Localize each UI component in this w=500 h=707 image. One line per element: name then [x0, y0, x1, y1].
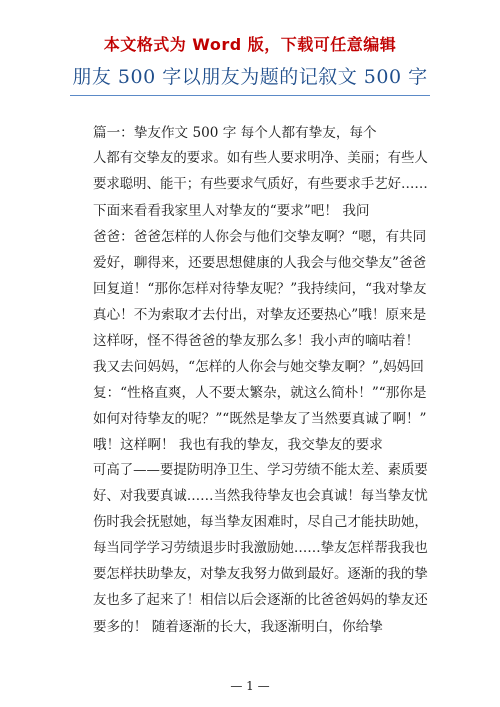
body-line: 真心！不为索取才去付出，对挚友还要热心”哦！原来是: [93, 307, 427, 323]
body-line: 要多的！ 随着逐渐的长大，我逐渐明白，你给挚: [93, 619, 383, 635]
body-line: 下面来看看我家里人对挚友的“要求”吧！ 我问: [93, 203, 370, 219]
body-line: 爱好，聊得来，还要思想健康的人我会与他交挚友”爸爸: [93, 255, 427, 271]
body-line: 如何对待挚友的呢？”“既然是挚友了当然要真诚了啊！”: [93, 411, 427, 427]
body-line: 可高了——要提防明净卫生、学习劳绩不能太差、素质要: [93, 463, 428, 478]
document-title: 朋友 500 字以朋友为题的记叙文 500 字: [72, 66, 428, 88]
body-line: 友也多了起来了！相信以后会逐渐的比爸爸妈妈的挚友还: [93, 593, 428, 608]
body-line: 回复道！“那你怎样对待挚友呢？”我持续问，“我对挚友: [93, 281, 427, 297]
body-line: 复：“性格直爽，人不要太繁杂，就这么简朴！”“那你是: [93, 385, 427, 401]
body-line: 我又去问妈妈，“怎样的人你会与她交挚友啊？”,妈妈回: [93, 359, 424, 375]
page-number: — 1 —: [230, 679, 270, 693]
body-line: 人都有交挚友的要求。如有些人要求明净、美丽；有些人: [93, 151, 428, 166]
title-underline: [70, 95, 430, 96]
body-line: 篇一：挚友作文 500 字 每个人都有挚友，每个: [93, 125, 377, 141]
body-line: 每当同学学习劳绩退步时我激励她……挚友怎样帮我我也: [93, 541, 428, 556]
document-body: [0, 124, 500, 654]
body-line: 要求聪明、能干；有些要求气质好，有些要求手艺好……: [93, 177, 428, 192]
format-banner: 本文格式为 Word 版，下载可任意编辑: [103, 35, 397, 54]
body-line: 哦！这样啊！ 我也有我的挚友，我交挚友的要求: [93, 437, 383, 453]
body-line: 爸爸：爸爸怎样的人你会与他们交挚友啊？“嗯，有共同: [93, 229, 427, 245]
body-line: 要怎样扶助挚友，对挚友我努力做到最好。逐渐的我的挚: [93, 567, 428, 582]
body-line: 伤时我会抚慰她，每当挚友困难时，尽自己才能扶助她，: [93, 515, 428, 530]
body-line: 好、对我要真诚……当然我待挚友也会真诚！每当挚友忧: [93, 489, 428, 504]
body-line: 这样呀，怪不得爸爸的挚友那么多！我小声的嘀咕着！: [93, 333, 420, 349]
